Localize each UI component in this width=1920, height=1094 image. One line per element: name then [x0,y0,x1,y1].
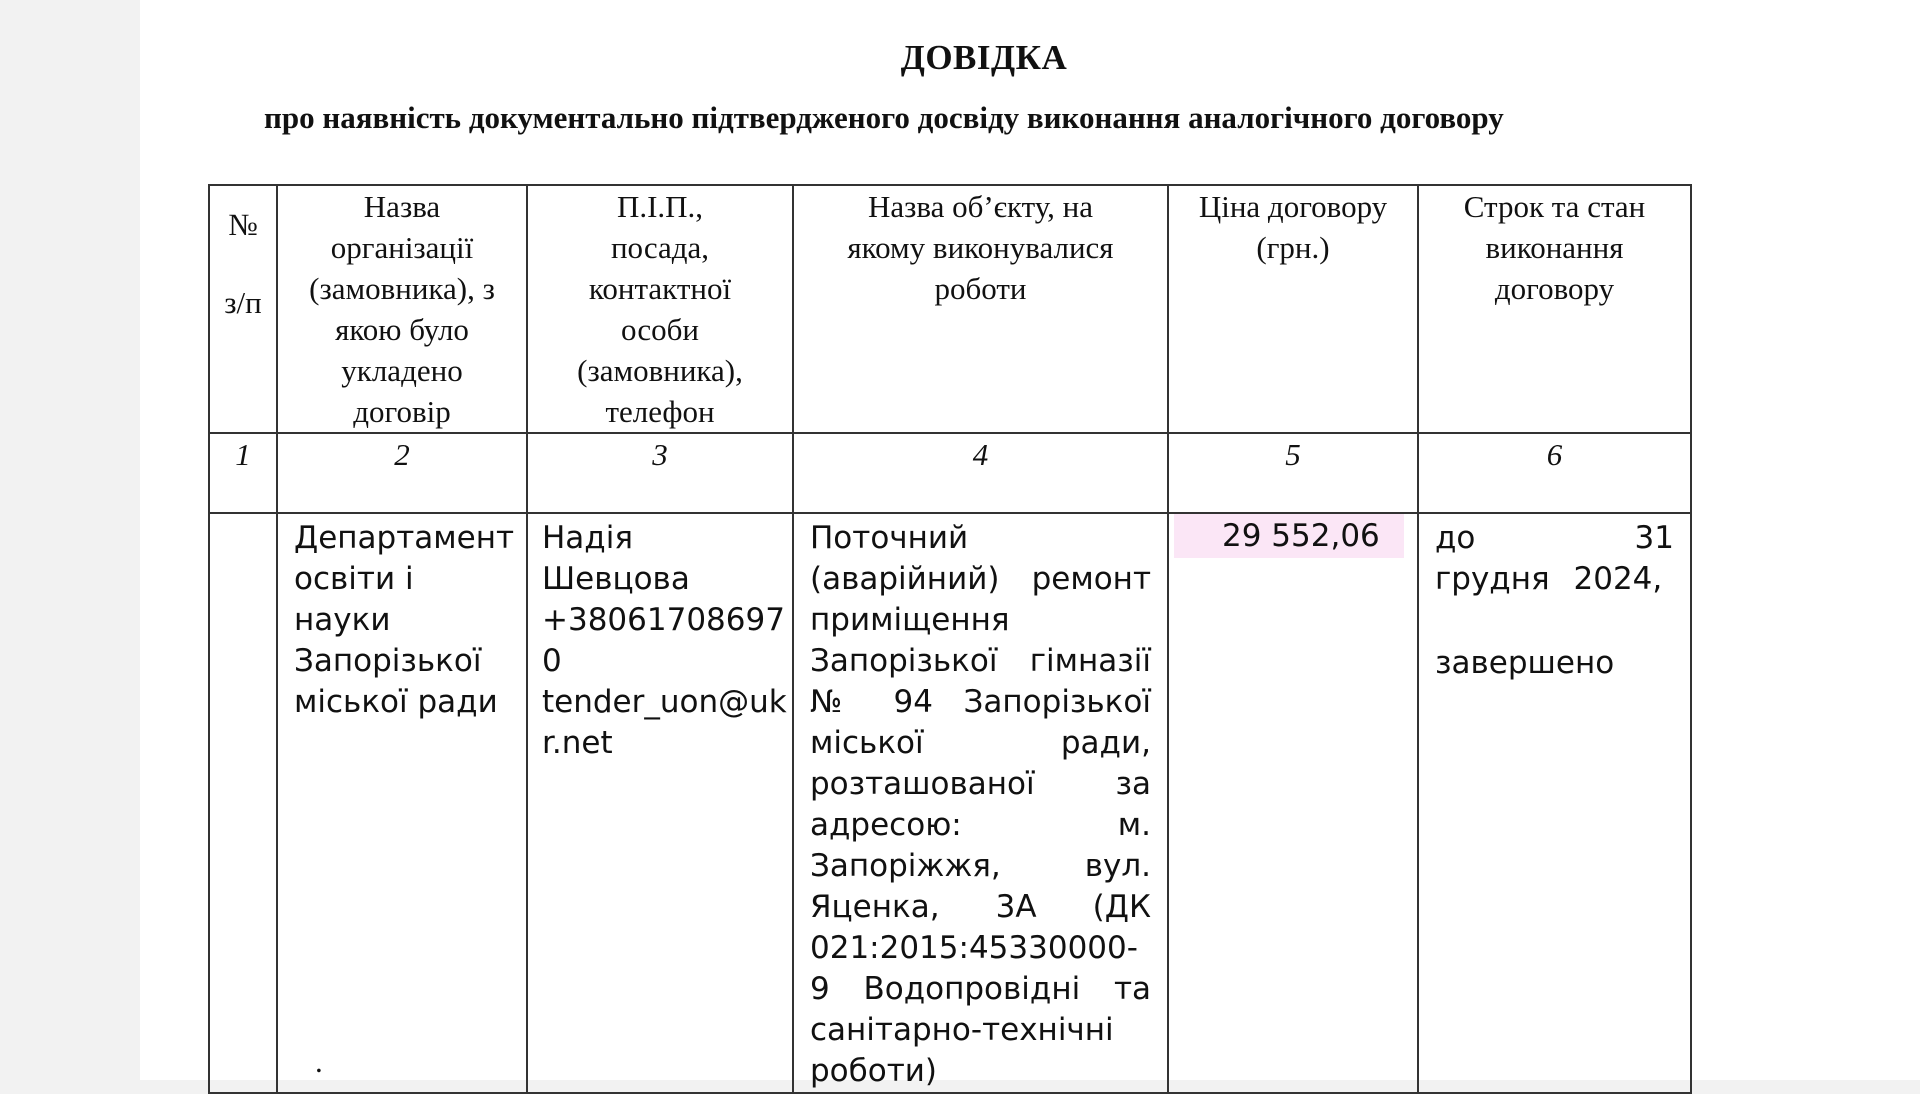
reference-table [208,184,1692,1094]
header-line: Ціна договору [1198,189,1388,224]
header-cell-term [1418,185,1691,433]
header-line: Строк та стан [1463,189,1646,224]
organization-line: Запорізької [294,643,482,679]
trailing-mark: . [315,1044,323,1079]
header-line: виконання [1485,230,1624,265]
table-row [209,513,1691,1093]
object-cell [793,513,1168,1093]
contact-email: r.net [542,725,613,761]
organization-line: міської ради [294,684,498,720]
term-line: до 31 грудня 2024, [1435,520,1674,597]
header-line: якому виконувалися [847,230,1114,265]
column-number: 6 [1418,433,1691,513]
document-page [140,0,1920,1089]
header-line: якою було [335,312,469,347]
column-number: 5 [1168,433,1418,513]
contact-email: tender_uon@uk [542,684,787,720]
contact-cell [527,513,793,1093]
column-number: 3 [527,433,793,513]
header-line: роботи [934,271,1027,306]
term-status: завершено [1435,645,1615,681]
row-index-cell [209,513,277,1093]
column-number-row [209,433,1691,513]
header-line: (замовника), [577,353,743,388]
table-header-row [209,185,1691,433]
contact-line: Надія [542,520,634,556]
header-line: (грн.) [1256,230,1330,265]
document-title: ДОВІДКА [900,38,1068,77]
header-line: особи [621,312,699,347]
price-value: 29 552,06 [1174,514,1404,558]
header-cell-organization [277,185,527,433]
header-line: телефон [605,394,715,429]
header-cell-number [209,185,277,433]
header-line: (замовника), з [309,271,495,306]
organization-line: освіти і науки [294,561,414,638]
term-cell [1418,513,1691,1093]
object-description: Поточний (аварійний) ремонт приміщення Запорізької гімназії № 94 Запорізької міської ради, розташованої за адресою: м. Запоріжжя, вул. Яценка, 3А (ДК 021:2015:45330000-9 Водопровідні та санітарно-технічні роботи) [810,520,1151,1089]
header-line: організації [330,230,474,265]
header-line: з/п [224,285,262,320]
contact-phone: +38061708697 [542,602,785,638]
contact-line: Шевцова [542,561,690,597]
organization-line: Департамент [294,520,515,556]
header-line: посада, [610,230,710,265]
header-line: № [228,207,258,242]
header-cell-contact [527,185,793,433]
header-line: договору [1494,271,1615,306]
column-number: 2 [277,433,527,513]
header-line: контактної [588,271,732,306]
document-subtitle: про наявність документально підтвердженого досвіду виконання аналогічного договору [264,100,1504,135]
header-line: Назва [363,189,441,224]
term-line [1435,600,1674,643]
column-number: 1 [209,433,277,513]
header-line: Назва об’єкту, на [867,189,1094,224]
header-line: П.І.П., [616,189,704,224]
contact-phone: 0 [542,643,562,679]
column-number: 4 [793,433,1168,513]
header-cell-price [1168,185,1418,433]
header-cell-object [793,185,1168,433]
organization-cell [277,513,527,1093]
price-cell [1168,513,1418,1093]
header-line: договір [353,394,451,429]
header-line: укладено [341,353,463,388]
